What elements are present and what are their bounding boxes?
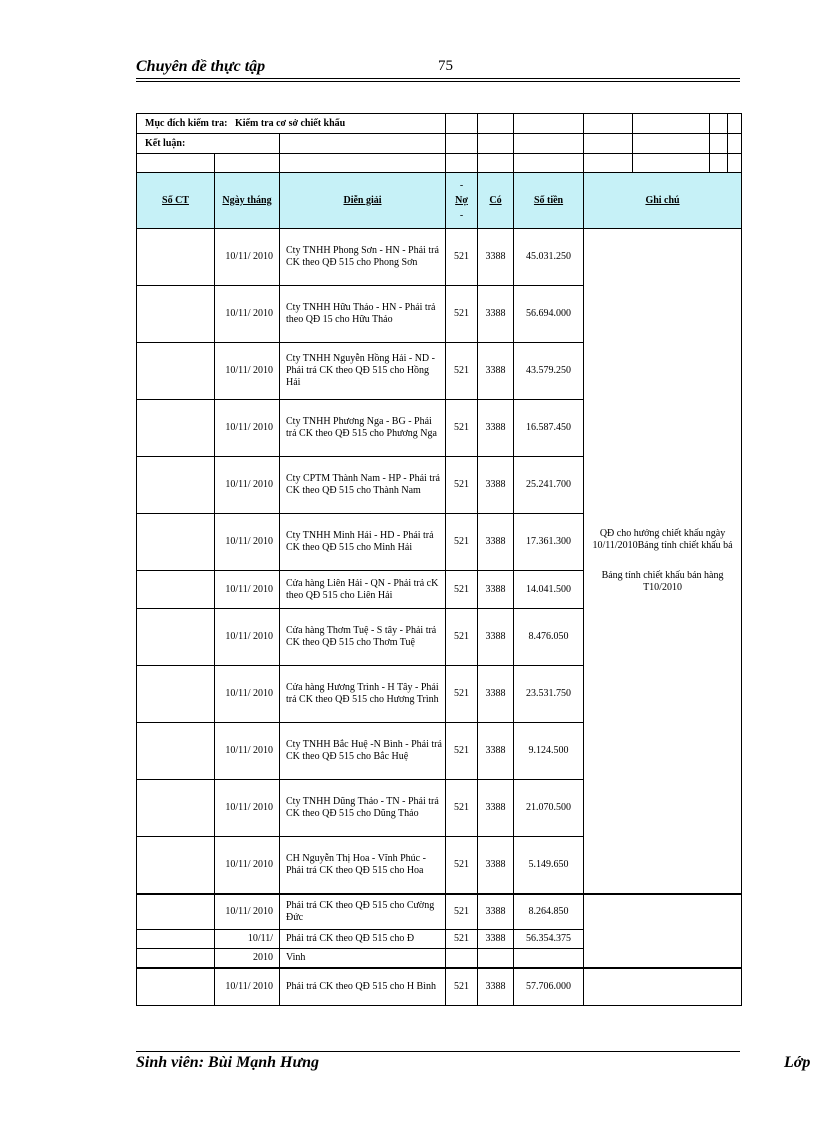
amount-cell: 8.264.850 [514, 894, 584, 930]
description-cell: Cty TNHH Hữu Thảo - HN - Phải trả theo QĐ 15 cho Hữu Thảo [280, 286, 446, 343]
description-cell: Cty TNHH Dũng Thảo - TN - Phải trả CK theo QĐ 515 cho Dũng Thảo [280, 780, 446, 837]
description-cell: Cty TNHH Phong Sơn - HN - Phải trả CK theo QĐ 515 cho Phong Sơn [280, 229, 446, 286]
amount-cell: 14.041.500 [514, 571, 584, 609]
footer-rule [136, 1051, 740, 1052]
credit-cell: 3388 [478, 666, 514, 723]
header-rule [136, 81, 740, 82]
table-row [137, 894, 742, 930]
description-cell: Cty TNHH Bắc Huệ -N Bình - Phải trả CK theo QĐ 515 cho Bắc Huệ [280, 723, 446, 780]
credit-cell: 3388 [478, 780, 514, 837]
table-row [137, 229, 742, 286]
table-header-row [137, 173, 742, 229]
col-header-no: - Nợ - [446, 173, 478, 229]
debit-cell: 521 [446, 229, 478, 286]
debit-cell: 521 [446, 514, 478, 571]
amount-cell: 25.241.700 [514, 457, 584, 514]
amount-cell: 9.124.500 [514, 723, 584, 780]
date-cell: 10/11/ 2010 [215, 571, 280, 609]
date-cell: 10/11/ 2010 [215, 837, 280, 895]
date-cell: 10/11/ 2010 [215, 457, 280, 514]
col-header-dien-giai: Diễn giải [280, 173, 446, 229]
amount-cell: 57.706.000 [514, 968, 584, 1006]
description-cell: Phải trả CK theo QĐ 515 cho H Bình [280, 968, 446, 1006]
doc-number-cell [137, 457, 215, 514]
date-cell: 10/11/ 2010 [215, 514, 280, 571]
date-cell: 10/11/ 2010 [215, 286, 280, 343]
credit-cell: 3388 [478, 968, 514, 1006]
date-cell: 10/11/ 2010 [215, 723, 280, 780]
debit-cell: 521 [446, 609, 478, 666]
amount-cell: 16.587.450 [514, 400, 584, 457]
debit-cell: 521 [446, 780, 478, 837]
credit-cell: 3388 [478, 400, 514, 457]
credit-cell: 3388 [478, 930, 514, 949]
debit-cell: 521 [446, 400, 478, 457]
purpose-label: Mục đích kiểm tra: [145, 117, 228, 129]
description-cell: Cửa hàng Liên Hải - QN - Phải trả cK theo QĐ 515 cho Liên Hải [280, 571, 446, 609]
col-header-so-tien: Số tiền [514, 173, 584, 229]
credit-cell: 3388 [478, 514, 514, 571]
date-cell: 10/11/ 2010 [215, 343, 280, 400]
student-name: Sinh viên: Bùi Mạnh Hưng [136, 1054, 319, 1071]
description-cell: Cty TNHH Nguyễn Hồng Hải - ND - Phải trả CK theo QĐ 515 cho Hồng Hải [280, 343, 446, 400]
header-rule [136, 78, 740, 79]
date-cell: 2010 [215, 949, 280, 969]
amount-cell: 43.579.250 [514, 343, 584, 400]
debit-cell: 521 [446, 343, 478, 400]
date-cell: 10/11/ 2010 [215, 400, 280, 457]
credit-cell: 3388 [478, 609, 514, 666]
col-header-ngay-thang: Ngày tháng [215, 173, 280, 229]
credit-cell: 3388 [478, 343, 514, 400]
credit-cell: 3388 [478, 894, 514, 930]
credit-cell: 3388 [478, 457, 514, 514]
debit-cell: 521 [446, 837, 478, 895]
doc-number-cell [137, 400, 215, 457]
amount-cell: 17.361.300 [514, 514, 584, 571]
doc-number-cell [137, 571, 215, 609]
description-cell: Cửa hàng Thơm Tuệ - S tây - Phải trả CK theo QĐ 515 cho Thơm Tuệ [280, 609, 446, 666]
description-cell: Cty TNHH Minh Hải - HD - Phải trả CK theo QĐ 515 cho Minh Hải [280, 514, 446, 571]
doc-number-cell [137, 286, 215, 343]
audit-table [136, 113, 742, 1006]
table-row [137, 968, 742, 1006]
purpose-value: Kiểm tra cơ sở chiết khấu [235, 117, 346, 129]
debit-cell: 521 [446, 666, 478, 723]
date-cell: 10/11/ 2010 [215, 229, 280, 286]
doc-number-cell [137, 837, 215, 895]
amount-cell: 5.149.650 [514, 837, 584, 895]
description-cell: Cửa hàng Hương Trình - H Tây - Phải trả CK theo QĐ 515 cho Hương Trình [280, 666, 446, 723]
date-cell: 10/11/ 2010 [215, 666, 280, 723]
amount-cell: 23.531.750 [514, 666, 584, 723]
doc-number-cell [137, 780, 215, 837]
credit-cell: 3388 [478, 723, 514, 780]
note-sub: Bảng tính chiết khấu bán hàng T10/2010 [601, 570, 724, 593]
col-header-ghi-chu: Ghi chú [584, 173, 742, 229]
description-cell: Cty CPTM Thành Nam - HP - Phải trả CK theo QĐ 515 cho Thành Nam [280, 457, 446, 514]
page-number: 75 [438, 58, 453, 74]
description-cell: CH Nguyễn Thị Hoa - Vĩnh Phúc - Phải trả CK theo QĐ 515 cho Hoa [280, 837, 446, 895]
debit-cell: 521 [446, 930, 478, 949]
doc-number-cell [137, 666, 215, 723]
date-cell: 10/11/ 2010 [215, 894, 280, 930]
description-cell: Phải trả CK theo QĐ 515 cho Cường Đức [280, 894, 446, 930]
description-cell: Cty TNHH Phương Nga - BG - Phải trả CK theo QĐ 515 cho Phương Nga [280, 400, 446, 457]
class-label: Lớp [784, 1054, 811, 1071]
credit-cell: 3388 [478, 286, 514, 343]
amount-cell: 45.031.250 [514, 229, 584, 286]
description-cell: Vinh [280, 949, 446, 969]
date-cell: 10/11/ 2010 [215, 609, 280, 666]
doc-number-cell [137, 723, 215, 780]
purpose-cell [137, 114, 446, 134]
debit-cell: 521 [446, 571, 478, 609]
amount-cell: 56.354.375 [514, 930, 584, 949]
credit-cell: 3388 [478, 571, 514, 609]
note-cell [584, 229, 742, 895]
document-title: Chuyên đề thực tập [136, 58, 266, 75]
description-cell: Phải trả CK theo QĐ 515 cho Đ [280, 930, 446, 949]
amount-cell: 8.476.050 [514, 609, 584, 666]
col-header-so-ct: Số CT [137, 173, 215, 229]
date-cell: 10/11/ 2010 [215, 968, 280, 1006]
debit-cell: 521 [446, 286, 478, 343]
amount-cell: 56.694.000 [514, 286, 584, 343]
conclusion-label: Kết luận: [137, 134, 280, 154]
col-header-co: Có [478, 173, 514, 229]
doc-number-cell [137, 609, 215, 666]
date-cell: 10/11/ 2010 [215, 780, 280, 837]
amount-cell: 21.070.500 [514, 780, 584, 837]
note-main: QĐ cho hưởng chiết khấu ngày 10/11/2010Bảng tính chiết khấu bá [592, 528, 733, 551]
date-cell: 10/11/ [215, 930, 280, 949]
doc-number-cell [137, 514, 215, 571]
doc-number-cell [137, 343, 215, 400]
doc-number-cell [137, 229, 215, 286]
debit-cell: 521 [446, 723, 478, 780]
debit-cell: 521 [446, 968, 478, 1006]
debit-cell: 521 [446, 894, 478, 930]
credit-cell: 3388 [478, 229, 514, 286]
credit-cell: 3388 [478, 837, 514, 895]
debit-cell: 521 [446, 457, 478, 514]
page-header [136, 56, 740, 78]
